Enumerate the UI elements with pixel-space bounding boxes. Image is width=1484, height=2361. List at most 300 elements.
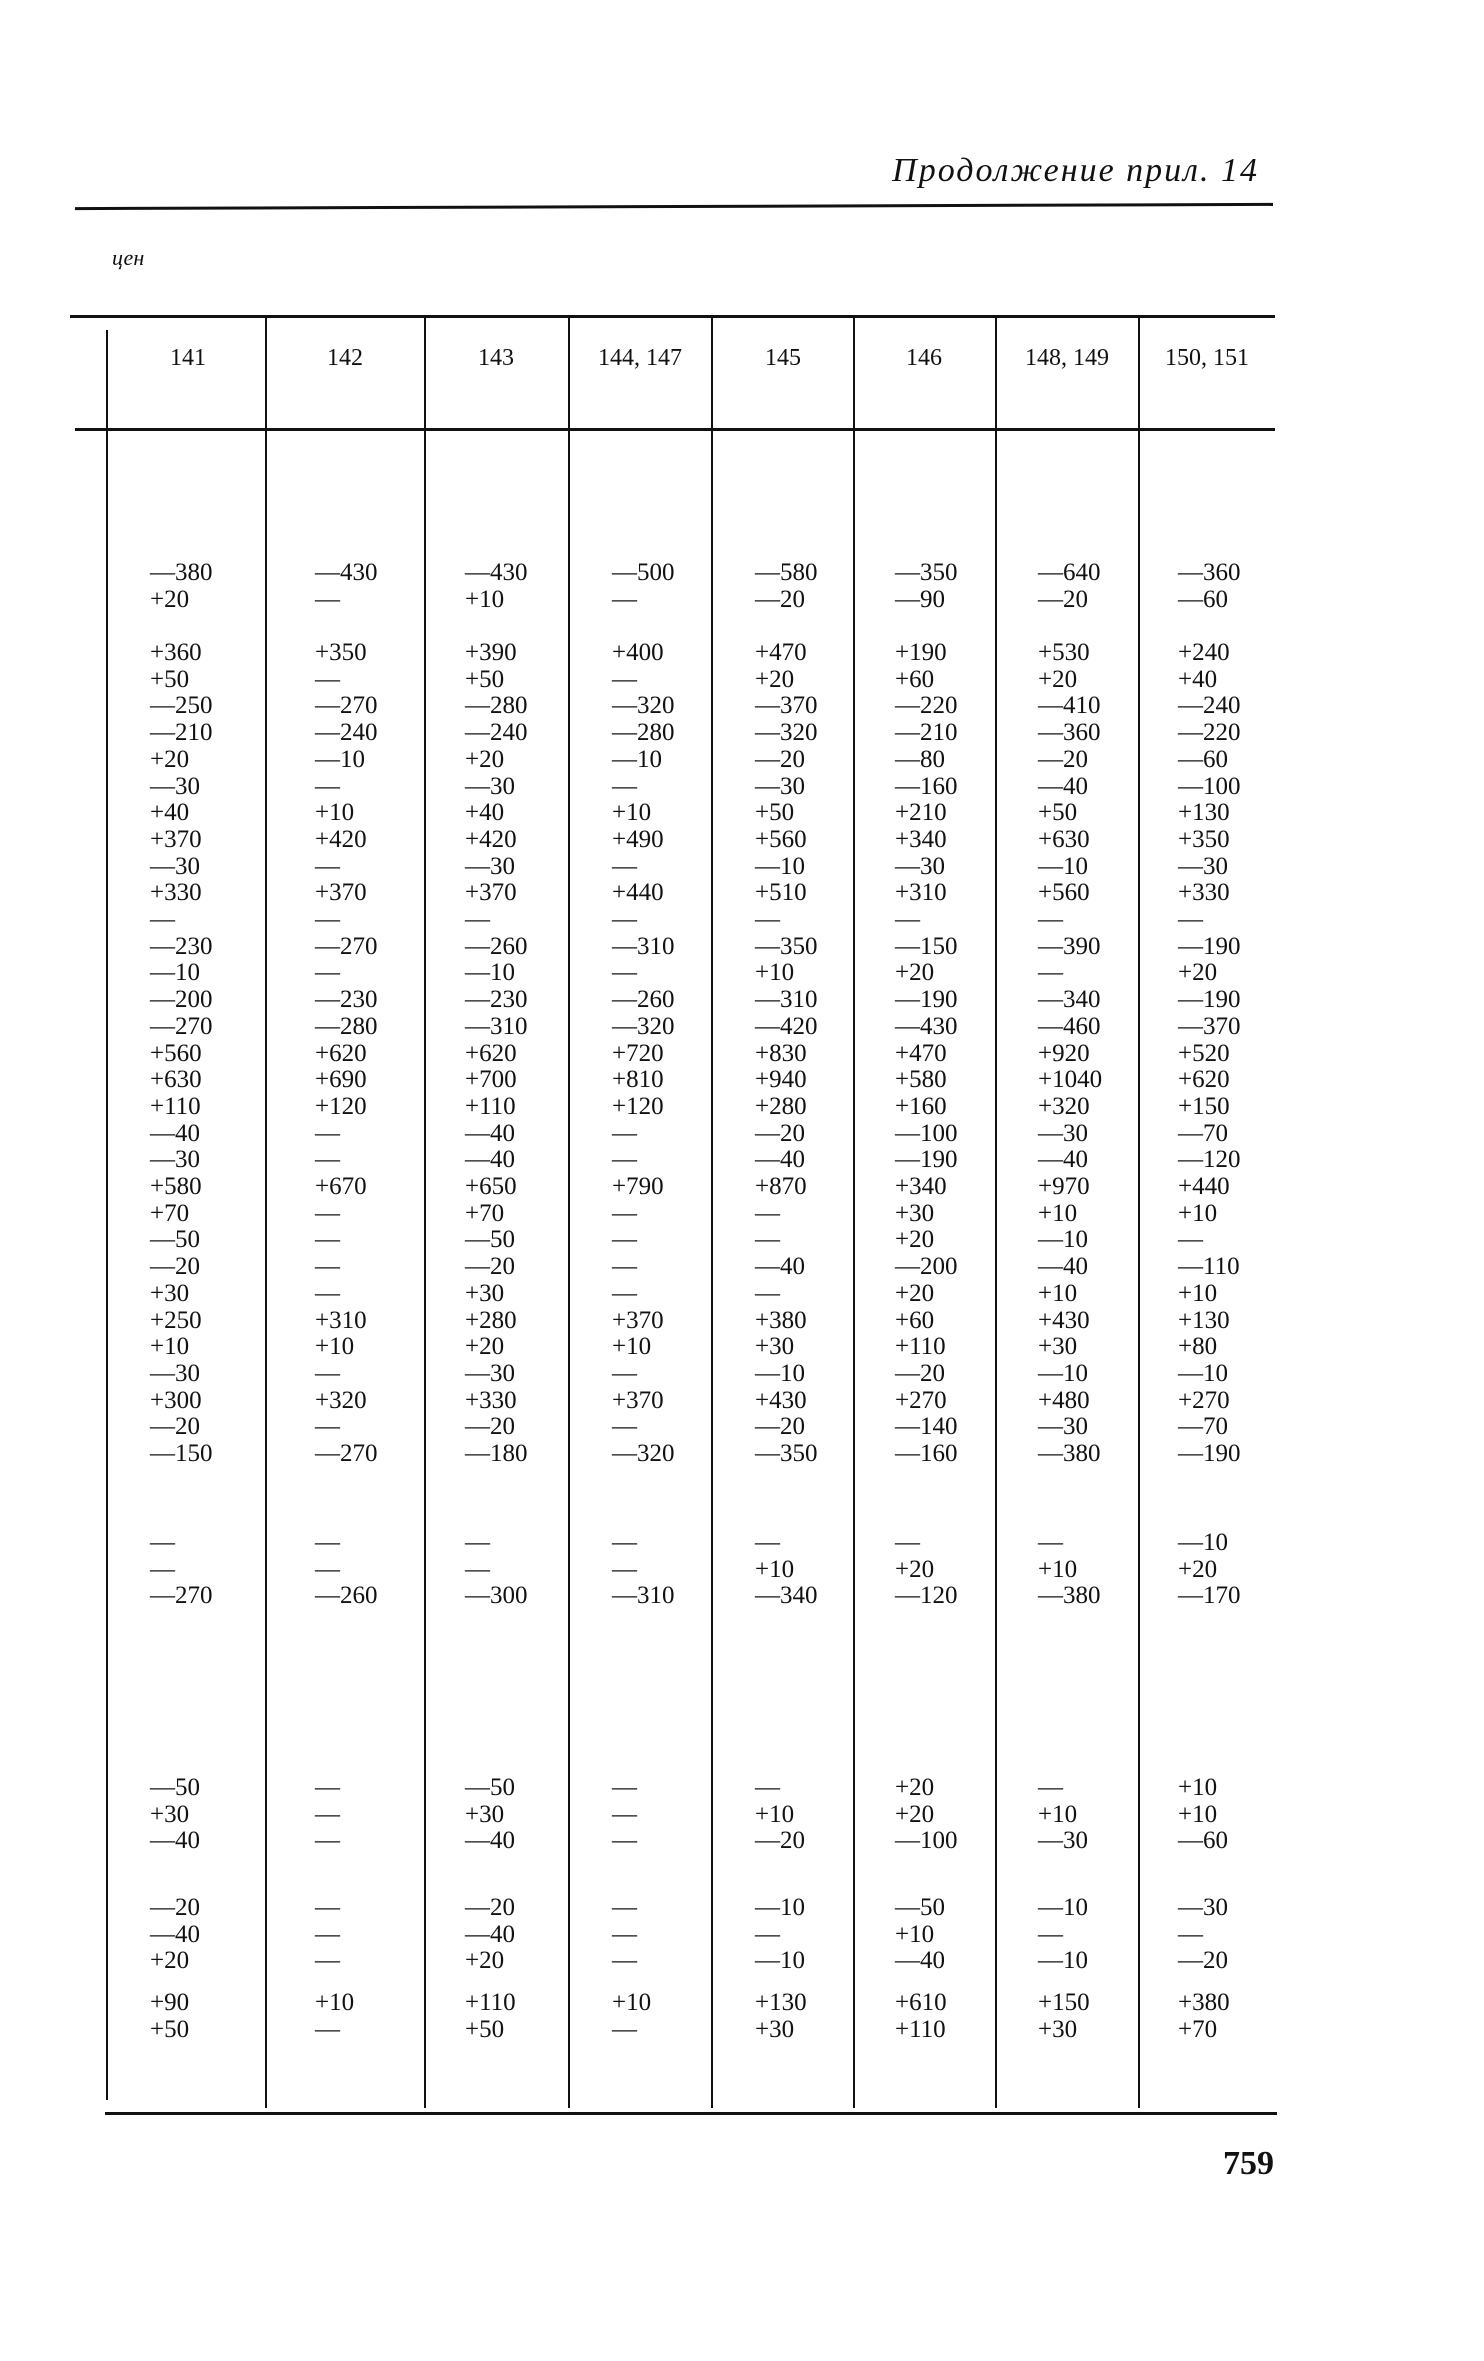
table-cell: +320 xyxy=(315,1386,367,1414)
table-cell: —70 xyxy=(1178,1119,1228,1147)
table-cell: +650 xyxy=(465,1173,517,1200)
table-cell: —350 xyxy=(755,932,818,960)
table-cell: +30 xyxy=(895,1199,935,1227)
table-cell: +130 xyxy=(755,1989,807,2016)
table-cell: —370 xyxy=(1178,1012,1241,1040)
table-cell: —40 xyxy=(1038,1146,1088,1174)
table-cell: — xyxy=(315,959,340,987)
table-cell: —20 xyxy=(755,585,805,613)
table-cell: +350 xyxy=(1178,825,1230,853)
table-cell: —50 xyxy=(465,1226,515,1254)
table-cell: +130 xyxy=(1178,799,1230,827)
table-cell: — xyxy=(1038,1920,1063,1948)
column-header: 146 xyxy=(906,345,942,371)
table-cell: —20 xyxy=(1038,745,1088,773)
table-cell: —230 xyxy=(465,986,528,1014)
table-cell: —250 xyxy=(150,692,213,720)
table-cell: —240 xyxy=(1178,692,1241,720)
table-cell: —30 xyxy=(1178,852,1228,880)
table-cell: —10 xyxy=(315,745,365,773)
table-cell: — xyxy=(315,1199,340,1227)
table-cell: —410 xyxy=(1038,692,1101,720)
table-cell: —10 xyxy=(1038,1359,1088,1387)
table-cell: —20 xyxy=(755,745,805,773)
table-cell: +270 xyxy=(1178,1386,1230,1414)
table-cell: +250 xyxy=(150,1306,202,1334)
table-cell: +30 xyxy=(150,1800,190,1828)
table-cell: —30 xyxy=(1038,1119,1088,1147)
table-cell: —390 xyxy=(1038,932,1101,960)
table-cell: +320 xyxy=(1038,1092,1090,1120)
table-cell: +10 xyxy=(1178,1199,1218,1227)
table-cell: —70 xyxy=(1178,1413,1228,1441)
table-cell: +20 xyxy=(895,1800,935,1828)
table-cell: —350 xyxy=(895,559,958,586)
table-cell: —10 xyxy=(1038,1947,1088,1975)
table-cell: —10 xyxy=(755,1947,805,1975)
table-cell: —350 xyxy=(755,1440,818,1467)
table-cell: +670 xyxy=(315,1173,367,1200)
table-cell: +10 xyxy=(612,1333,652,1361)
top-rule xyxy=(75,203,1273,210)
table-cell: —80 xyxy=(895,745,945,773)
table-cell: +430 xyxy=(755,1386,807,1414)
table-cell: — xyxy=(612,906,637,933)
table-cell: +50 xyxy=(465,2015,505,2043)
table-cell: — xyxy=(612,1827,637,1855)
table-cell: — xyxy=(1178,906,1203,933)
table-cell: +560 xyxy=(755,825,807,853)
table-cell: +10 xyxy=(1178,1800,1218,1828)
table-cell: — xyxy=(755,1529,780,1556)
table-cell: —280 xyxy=(612,719,675,747)
table-cell: +620 xyxy=(465,1039,517,1067)
table-cell: — xyxy=(612,1119,637,1147)
column-header: 142 xyxy=(327,345,363,371)
column-header: 148, 149 xyxy=(1025,345,1109,371)
table-cell: — xyxy=(612,1555,637,1583)
table-cell: —50 xyxy=(465,1774,515,1801)
table-cell: +720 xyxy=(612,1039,664,1067)
table-cell: — xyxy=(755,1199,780,1227)
table-cell: — xyxy=(895,906,920,933)
table-cell: —200 xyxy=(895,1253,958,1281)
table-cell: —210 xyxy=(150,719,213,747)
table-cell: +790 xyxy=(612,1173,664,1200)
table-cell: —170 xyxy=(1178,1582,1241,1610)
table-cell: — xyxy=(315,665,340,693)
table-cell: —20 xyxy=(895,1359,945,1387)
table-cell: — xyxy=(150,1555,175,1583)
table-cell: —40 xyxy=(895,1947,945,1975)
table-cell: —380 xyxy=(1038,1582,1101,1610)
table-cell: +30 xyxy=(1038,2015,1078,2043)
table-cell: +50 xyxy=(150,665,190,693)
table-cell: —20 xyxy=(1178,1947,1228,1975)
table-cell: +420 xyxy=(315,825,367,853)
table-cell: —20 xyxy=(150,1253,200,1281)
table-cell: +280 xyxy=(465,1306,517,1334)
table-cell: +370 xyxy=(612,1306,664,1334)
table-cell: +60 xyxy=(895,665,935,693)
table-cell: +390 xyxy=(465,639,517,666)
table-cell: +480 xyxy=(1038,1386,1090,1414)
table-cell: —100 xyxy=(1178,772,1241,800)
table-cell: — xyxy=(612,1226,637,1254)
table-cell: +50 xyxy=(465,665,505,693)
table-cell: +1040 xyxy=(1038,1066,1103,1094)
table-cell: +10 xyxy=(1178,1774,1218,1801)
table-cell: +40 xyxy=(1178,665,1218,693)
table-cell: —20 xyxy=(465,1894,515,1921)
table-cell: — xyxy=(315,1555,340,1583)
column-header: 145 xyxy=(765,345,801,371)
table-cell: —360 xyxy=(1178,559,1241,586)
table-cell: —30 xyxy=(150,1359,200,1387)
table-cell: — xyxy=(1038,1529,1063,1556)
table-cell: —110 xyxy=(1178,1253,1240,1281)
vline-6 xyxy=(995,318,997,2108)
table-cell: —150 xyxy=(150,1440,213,1467)
table-cell: +270 xyxy=(895,1386,947,1414)
table-cell: —40 xyxy=(150,1119,200,1147)
table-cell: +10 xyxy=(1038,1199,1078,1227)
table-cell: —160 xyxy=(895,772,958,800)
table-cell: +300 xyxy=(150,1386,202,1414)
table-cell: — xyxy=(612,1146,637,1174)
table-cell: —430 xyxy=(315,559,378,586)
table-cell: +10 xyxy=(1178,1279,1218,1307)
column-header: 144, 147 xyxy=(598,345,682,371)
table-cell: —50 xyxy=(150,1226,200,1254)
column-header: 150, 151 xyxy=(1165,345,1249,371)
vline-3 xyxy=(568,318,570,2108)
table-cell: — xyxy=(895,1529,920,1556)
table-cell: — xyxy=(465,1555,490,1583)
table-cell: —240 xyxy=(465,719,528,747)
table-cell: —10 xyxy=(1178,1529,1228,1556)
table-cell: +20 xyxy=(895,1226,935,1254)
table-cell: — xyxy=(612,772,637,800)
table-cell: +30 xyxy=(465,1279,505,1307)
table-cell: +30 xyxy=(1038,1333,1078,1361)
table-cell: —200 xyxy=(150,986,213,1014)
table-cell: —30 xyxy=(465,1359,515,1387)
table-cell: —220 xyxy=(895,692,958,720)
table-cell: +40 xyxy=(150,799,190,827)
table-cell: —30 xyxy=(150,772,200,800)
table-cell: — xyxy=(315,1226,340,1254)
table-cell: —310 xyxy=(465,1012,528,1040)
table-cell: +400 xyxy=(612,639,664,666)
table-cell: +470 xyxy=(895,1039,947,1067)
table-cell: —160 xyxy=(895,1440,958,1467)
table-cell: +10 xyxy=(1038,1555,1078,1583)
table-cell: —140 xyxy=(895,1413,958,1441)
table-cell: +10 xyxy=(612,1989,652,2016)
table-cell: +10 xyxy=(1038,1279,1078,1307)
table-cell: — xyxy=(612,1279,637,1307)
table-cell: —320 xyxy=(612,692,675,720)
table-cell: —320 xyxy=(612,1440,675,1467)
table-cell: —50 xyxy=(150,1774,200,1801)
page-number: 759 xyxy=(1223,2145,1274,2182)
table-cell: —320 xyxy=(612,1012,675,1040)
table-cell: +240 xyxy=(1178,639,1230,666)
table-cell: —190 xyxy=(1178,932,1241,960)
table-cell: —90 xyxy=(895,585,945,613)
table-cell: —20 xyxy=(465,1253,515,1281)
table-cell: —30 xyxy=(150,1146,200,1174)
table-cell: +20 xyxy=(150,745,190,773)
table-cell: — xyxy=(315,1146,340,1174)
table-cell: — xyxy=(150,1529,175,1556)
table-cell: — xyxy=(612,1253,637,1281)
table-cell: +280 xyxy=(755,1092,807,1120)
table-cell: +10 xyxy=(315,1333,355,1361)
table-cell: —30 xyxy=(755,772,805,800)
table-cell: —240 xyxy=(315,719,378,747)
table-cell: — xyxy=(612,1800,637,1828)
subheading: цен xyxy=(112,245,145,270)
table-cell: +30 xyxy=(755,1333,795,1361)
table-cell: —260 xyxy=(315,1582,378,1610)
table-cell: +20 xyxy=(895,1774,935,1801)
table-cell: —310 xyxy=(612,1582,675,1610)
table-cell: — xyxy=(315,1800,340,1828)
table-cell: —190 xyxy=(1178,986,1241,1014)
table-cell: —30 xyxy=(1038,1413,1088,1441)
table-cell: —420 xyxy=(755,1012,818,1040)
table-cell: —20 xyxy=(1038,585,1088,613)
table-cell: +10 xyxy=(755,1555,795,1583)
table-cell: —190 xyxy=(895,1146,958,1174)
table-cell: —40 xyxy=(465,1119,515,1147)
vline-7 xyxy=(1138,318,1140,2108)
table-cell: — xyxy=(315,1413,340,1441)
table-cell: —230 xyxy=(315,986,378,1014)
vline-4 xyxy=(711,318,713,2108)
table-cell: —30 xyxy=(1178,1894,1228,1921)
table-cell: +520 xyxy=(1178,1039,1230,1067)
table-cell: — xyxy=(315,1774,340,1801)
table-cell: +380 xyxy=(1178,1989,1230,2016)
table-cell: — xyxy=(315,1920,340,1948)
table-cell: +380 xyxy=(755,1306,807,1334)
table-cell: +50 xyxy=(150,2015,190,2043)
table-cell: —580 xyxy=(755,559,818,586)
table-cell: —310 xyxy=(612,932,675,960)
table-cell: +510 xyxy=(755,879,807,907)
table-cell: —40 xyxy=(150,1827,200,1855)
table-cell: —180 xyxy=(465,1440,528,1467)
table-cell: +120 xyxy=(315,1092,367,1120)
table-cell: —430 xyxy=(895,1012,958,1040)
column-header: 143 xyxy=(478,345,514,371)
table-cell: —10 xyxy=(1038,1226,1088,1254)
table-cell: +370 xyxy=(612,1386,664,1414)
table-cell: — xyxy=(1178,1226,1203,1254)
table-cell: —30 xyxy=(465,772,515,800)
table-cell: —100 xyxy=(895,1827,958,1855)
table-cell: —30 xyxy=(1038,1827,1088,1855)
table-cell: — xyxy=(315,852,340,880)
table-cell: +530 xyxy=(1038,639,1090,666)
table-cell: +370 xyxy=(315,879,367,907)
table-cell: +20 xyxy=(150,585,190,613)
table-cell: —40 xyxy=(1038,772,1088,800)
table-cell: +310 xyxy=(895,879,947,907)
table-cell: —20 xyxy=(465,1413,515,1441)
table-cell: — xyxy=(1038,906,1063,933)
table-cell: — xyxy=(315,2015,340,2043)
table-cell: — xyxy=(755,1774,780,1801)
table-cell: +110 xyxy=(465,1989,516,2016)
table-cell: +90 xyxy=(150,1989,190,2016)
table-cell: —370 xyxy=(755,692,818,720)
table-cell: +70 xyxy=(465,1199,505,1227)
table-cell: —190 xyxy=(1178,1440,1241,1467)
table-cell: —10 xyxy=(1038,852,1088,880)
table-cell: +330 xyxy=(1178,879,1230,907)
table-cell: —30 xyxy=(465,852,515,880)
table-cell: +80 xyxy=(1178,1333,1218,1361)
table-cell: +120 xyxy=(612,1092,664,1120)
table-cell: +330 xyxy=(150,879,202,907)
table-cell: +330 xyxy=(465,1386,517,1414)
table-cell: — xyxy=(465,1529,490,1556)
table-cell: +150 xyxy=(1178,1092,1230,1120)
vline-2 xyxy=(424,318,426,2108)
table-cell: +70 xyxy=(150,1199,190,1227)
table-cell: — xyxy=(755,1226,780,1254)
table-cell: — xyxy=(315,1529,340,1556)
vline-1 xyxy=(265,318,267,2108)
table-cell: — xyxy=(315,1947,340,1975)
table-cell: —340 xyxy=(755,1582,818,1610)
table-cell: —380 xyxy=(1038,1440,1101,1467)
table-cell: —430 xyxy=(465,559,528,586)
table-cell: —460 xyxy=(1038,1012,1101,1040)
table-cell: —340 xyxy=(1038,986,1101,1014)
table-cell: +10 xyxy=(1038,1800,1078,1828)
table-cell: — xyxy=(315,1279,340,1307)
table-bottom-rule xyxy=(105,2112,1277,2115)
table-cell: — xyxy=(315,1253,340,1281)
table-cell: +490 xyxy=(612,825,664,853)
table-cell: +20 xyxy=(895,1279,935,1307)
table-cell: —270 xyxy=(150,1582,213,1610)
table-cell: —40 xyxy=(465,1146,515,1174)
table-cell: +20 xyxy=(465,745,505,773)
table-cell: +810 xyxy=(612,1066,664,1094)
table-cell: —20 xyxy=(150,1413,200,1441)
table-cell: —260 xyxy=(465,932,528,960)
table-cell: +580 xyxy=(150,1173,202,1200)
table-cell: — xyxy=(612,1359,637,1387)
table-cell: +110 xyxy=(895,1333,946,1361)
table-cell: +110 xyxy=(465,1092,516,1120)
table-cell: —10 xyxy=(1178,1359,1228,1387)
table-cell: —100 xyxy=(895,1119,958,1147)
table-cell: —360 xyxy=(1038,719,1101,747)
table-cell: — xyxy=(315,585,340,613)
table-cell: — xyxy=(315,1359,340,1387)
table-cell: +210 xyxy=(895,799,947,827)
table-cell: —10 xyxy=(612,745,662,773)
table-cell: —120 xyxy=(1178,1146,1241,1174)
table-cell: —10 xyxy=(465,959,515,987)
table-cell: +110 xyxy=(150,1092,201,1120)
table-cell: — xyxy=(1038,1774,1063,1801)
table-cell: —640 xyxy=(1038,559,1101,586)
table-cell: +340 xyxy=(895,825,947,853)
table-cell: +10 xyxy=(315,799,355,827)
table-cell: +360 xyxy=(150,639,202,666)
table-cell: — xyxy=(612,1947,637,1975)
table-cell: —50 xyxy=(895,1894,945,1921)
table-cell: +20 xyxy=(465,1333,505,1361)
table-cell: +430 xyxy=(1038,1306,1090,1334)
table-cell: +60 xyxy=(895,1306,935,1334)
table-cell: —320 xyxy=(755,719,818,747)
table-cell: +10 xyxy=(755,959,795,987)
table-cell: —10 xyxy=(1038,1894,1088,1921)
table-cell: +610 xyxy=(895,1989,947,2016)
table-cell: — xyxy=(315,1119,340,1147)
table-cell: +20 xyxy=(895,959,935,987)
table-cell: — xyxy=(612,1894,637,1921)
table-cell: — xyxy=(612,959,637,987)
table-cell: — xyxy=(612,1774,637,1801)
table-cell: —210 xyxy=(895,719,958,747)
table-cell: —20 xyxy=(755,1827,805,1855)
table-cell: — xyxy=(612,1199,637,1227)
table-cell: —500 xyxy=(612,559,675,586)
table-cell: —270 xyxy=(150,1012,213,1040)
table-cell: +10 xyxy=(150,1333,190,1361)
table-cell: +350 xyxy=(315,639,367,666)
table-cell: +40 xyxy=(465,799,505,827)
table-cell: +10 xyxy=(895,1920,935,1948)
vline-5 xyxy=(853,318,855,2108)
table-cell: —40 xyxy=(465,1920,515,1948)
table-cell: —10 xyxy=(150,959,200,987)
table-cell: — xyxy=(612,852,637,880)
table-cell: +940 xyxy=(755,1066,807,1094)
table-cell: —270 xyxy=(315,692,378,720)
table-cell: — xyxy=(612,2015,637,2043)
header-bottom-rule xyxy=(75,428,1275,431)
table-cell: +20 xyxy=(755,665,795,693)
continuation-caption: Продолжение прил. 14 xyxy=(892,152,1259,189)
table-cell: +20 xyxy=(150,1947,190,1975)
table-cell: —60 xyxy=(1178,1827,1228,1855)
table-cell: —10 xyxy=(755,852,805,880)
table-cell: +70 xyxy=(1178,2015,1218,2043)
table-cell: +560 xyxy=(150,1039,202,1067)
table-cell: +130 xyxy=(1178,1306,1230,1334)
table-cell: +420 xyxy=(465,825,517,853)
table-cell: +20 xyxy=(1038,665,1078,693)
table-cell: +870 xyxy=(755,1173,807,1200)
table-cell: +10 xyxy=(755,1800,795,1828)
table-cell: — xyxy=(315,1827,340,1855)
table-cell: —20 xyxy=(755,1413,805,1441)
table-cell: —280 xyxy=(465,692,528,720)
table-cell: +630 xyxy=(150,1066,202,1094)
table-cell: +630 xyxy=(1038,825,1090,853)
